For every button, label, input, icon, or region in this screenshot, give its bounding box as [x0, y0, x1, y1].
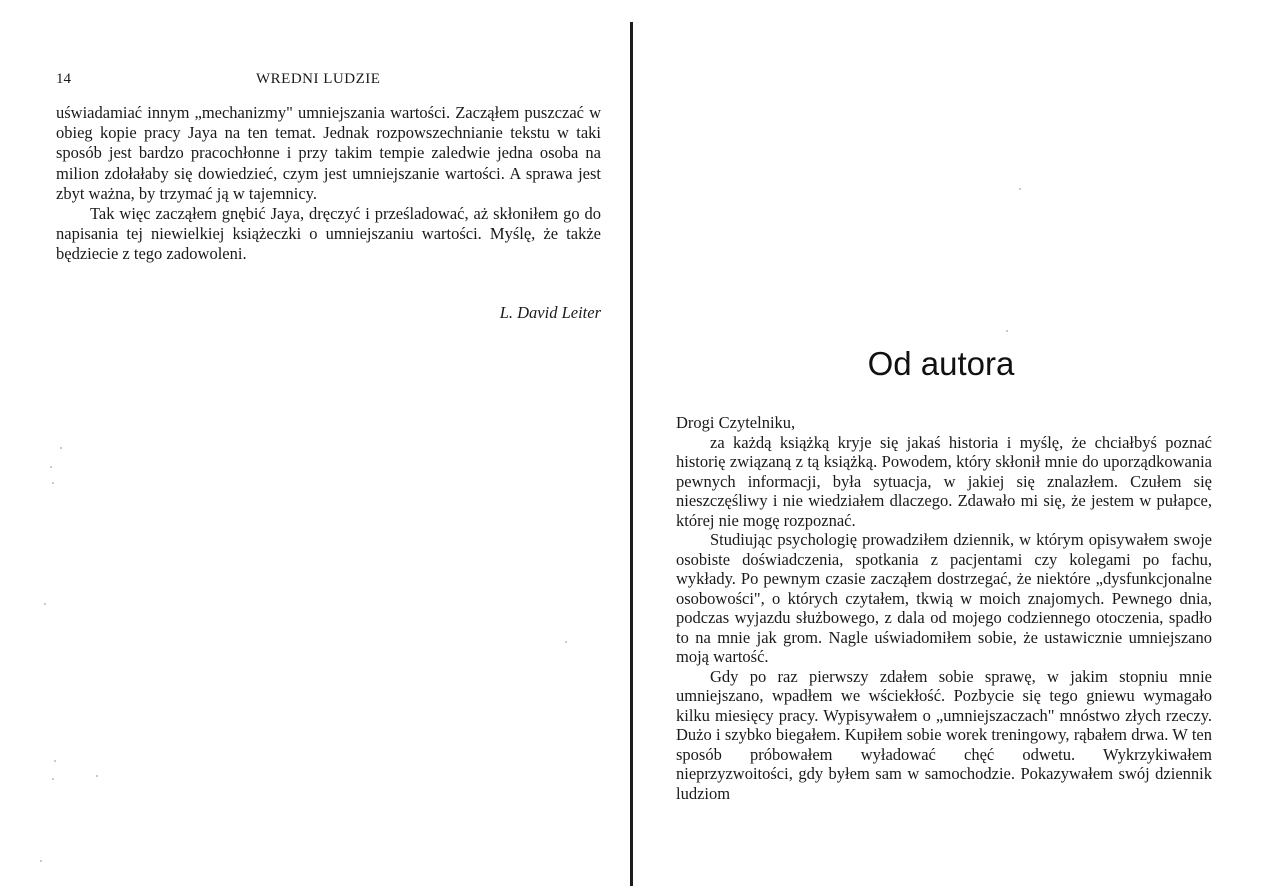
paragraph: uświadamiać innym „mechanizmy" umniejszania wartości. Zacząłem puszczać w obieg kopie pracy Jaya na ten temat. Jednak rozpowszechnianie tekstu w taki sposób jest bardzo pracochłonne i przy takim tempie zaledwie jedna osoba na milion zdołałaby się dowiedzieć, czym jest umniejszanie wartości. A sprawa jest zbyt ważna, by trzymać ją w tajemnicy.: [56, 103, 601, 203]
paragraph: Tak więc zacząłem gnębić Jaya, dręczyć i prześladować, aż skłoniłem go do napisania tej niewielkiej książeczki o umniejszaniu wartości. Myślę, że także będziecie z tego zadowoleni.: [56, 204, 601, 264]
paragraph: za każdą książką kryje się jakaś historia i myślę, że chciałbyś poznać historię związaną z tą książką. Powodem, który skłonił mnie do uporządkowania pewnych informacji, była sytuacja, w jakiej się znalazłem. Czułem się nieszczęśliwy i nie wiedziałem dlaczego. Zdawało mi się, że jestem w pułapce, której nie mogę rozpoznać.: [676, 432, 1212, 530]
running-head: WREDNI LUDZIE: [256, 71, 381, 87]
scan-speck: [96, 775, 98, 777]
scan-speck: [54, 760, 56, 762]
page-header: [56, 69, 602, 89]
book-spine: [630, 22, 633, 886]
scan-speck: [52, 778, 54, 780]
foreword-text: [56, 103, 601, 265]
chapter-title: Od autora: [867, 345, 1015, 382]
scan-speck: [52, 482, 54, 484]
scan-speck: [44, 603, 46, 605]
paragraph: Studiując psychologię prowadziłem dziennik, w którym opisywałem swoje osobiste doświadczenia, spotkania z pacjentami czy kolegami po fachu, wykłady. Po pewnym czasie zacząłem dostrzegać, że niektóre „dysfunkcjonalne osobowości", o których czytałem, tkwią w moich znajomych. Pewnego dnia, podczas wyjazdu służbowego, z dala od mojego codziennego otoczenia, spadło to na mnie jak grom. Nagle uświadomiłem sobie, że ustawicznie umniejszano moją wartość.: [676, 530, 1212, 666]
chapter-text: [676, 413, 1212, 803]
scan-speck: [60, 447, 62, 449]
scan-speck: [565, 641, 567, 643]
page-number: 14: [56, 71, 71, 87]
left-page: [0, 0, 628, 894]
paragraph: Gdy po raz pierwszy zdałem sobie sprawę, w jakim stopniu mnie umniejszano, wpadłem we wściekłość. Pozbycie się tego gniewu wymagało kilku miesięcy pracy. Wypisywałem o „umniejszaczach" mnóstwo złych rzeczy. Dużo i szybko biegałem. Kupiłem sobie worek treningowy, rąbałem drwa. W ten sposób próbowałem wyładować chęć odwetu. Wykrzykiwałem nieprzyzwoitości, gdy byłem sam w samochodzie. Pokazywałem swój dziennik ludziom: [676, 666, 1212, 803]
scan-speck: [50, 466, 52, 468]
signature: L. David Leiter: [499, 303, 601, 322]
right-page: [636, 0, 1262, 894]
scan-speck: [1019, 188, 1021, 190]
scan-speck: [1006, 330, 1008, 332]
greeting: Drogi Czytelniku,: [676, 413, 796, 432]
scan-speck: [40, 860, 42, 862]
